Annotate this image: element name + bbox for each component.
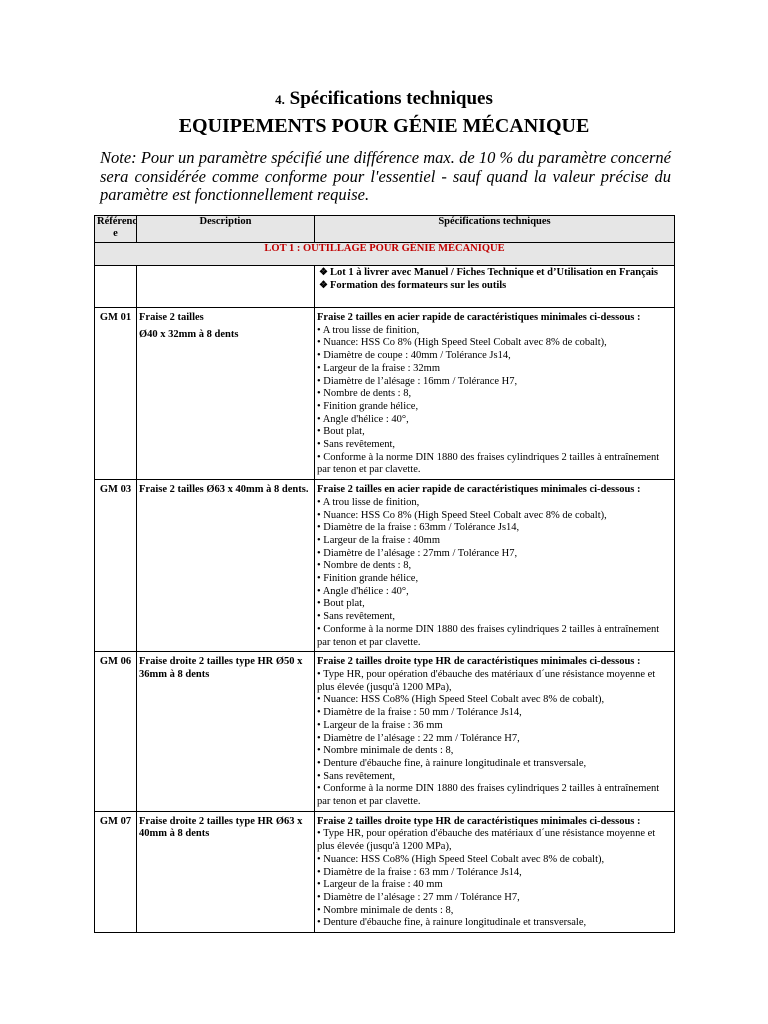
intro-line [317,267,672,280]
row-description [137,308,315,480]
spec-bullet: • Largeur de la fraise : 36 mm [317,719,443,731]
spec-bullet: • Sans revêtement, [317,439,396,451]
spec-bullet: • Angle d'hélice : 40°, [317,585,409,597]
spec-bullet: • Sans revêtement, [317,611,396,623]
spec-bullet: • A trou lisse de finition, [317,324,420,336]
spec-header: Fraise 2 tailles en acier rapide de caractéristiques minimales ci-dessous : [317,312,641,323]
spec-bullet: • Diamètre de l’alésage : 16mm / Tolérance H7, [317,375,518,387]
intro-notes [315,266,675,308]
spec-bullet: • Diamètre de l’alésage : 27 mm / Tolérance H7, [317,891,520,903]
spec-bullet: • Nombre de dents : 8, [317,560,412,572]
spec-bullet: • Finition grande hélice, [317,400,419,412]
spec-bullet: • Diamètre de l’alésage : 27mm / Tolérance H7, [317,547,518,559]
spec-bullet: • Diamètre de la fraise : 63 mm / Tolérance Js14, [317,866,522,878]
description-line-2: Ø40 x 32mm à 8 dents [139,328,239,340]
spec-bullet: • Largeur de la fraise : 32mm [317,362,441,374]
row-reference: GM 01 [95,308,137,480]
row-specifications [315,308,675,480]
spec-bullet: • Nuance: HSS Co8% (High Speed Steel Cobalt avec 8% de cobalt), [317,694,605,706]
note-paragraph: Note: Pour un paramètre spécifié une différence max. de 10 % du paramètre concerné sera considérée comme conforme pour l'essentiel - sauf quand la valeur précise du paramètre est fonctionnellement requise. [100,148,671,204]
spec-bullet: • Nombre minimale de dents : 8, [317,745,454,757]
spec-bullet: • Nuance: HSS Co 8% (High Speed Steel Cobalt avec 8% de cobalt), [317,337,607,349]
row-reference: GM 07 [95,811,137,932]
spec-bullet: • Nombre de dents : 8, [317,388,412,400]
section-number: 4. [275,92,285,107]
section-heading-text: Spécifications techniques [289,88,493,109]
spec-bullet: • Diamètre de l’alésage : 22 mm / Tolérance H7, [317,732,520,744]
spec-bullet: • Diamètre de la fraise : 63mm / Tolérance Js14, [317,522,520,534]
spec-bullet: • Type HR, pour opération d'ébauche des matériaux d´une résistance moyenne et plus élevée (jusqu'à 1200 MPa), [317,668,656,693]
spec-bullet: • Bout plat, [317,426,365,438]
table-header-row [95,216,675,243]
lot-header-row [95,243,675,266]
spec-bullet: • Conforme à la norme DIN 1880 des fraises cylindriques 2 tailles à entraînement par tenon et par clavette. [317,623,660,648]
description-line: Fraise droite 2 tailles type HR Ø50 x 36mm à 8 dents [139,656,303,680]
spec-header: Fraise 2 tailles droite type HR de caractéristiques minimales ci-dessous : [317,656,641,668]
row-description [137,480,315,652]
spec-bullet: • Nuance: HSS Co 8% (High Speed Steel Cobalt avec 8% de cobalt), [317,509,607,521]
row-specifications [315,652,675,811]
spec-bullet: • Conforme à la norme DIN 1880 des fraises cylindriques 2 tailles à entraînement par tenon et par clavette. [317,451,660,476]
table-row-gm06 [95,652,675,811]
spec-bullet: • Denture d'ébauche fine, à rainure longitudinale et transversale, [317,917,587,929]
row-specifications [315,811,675,932]
description-line: Fraise 2 tailles [139,312,204,323]
lot-intro-row [95,266,675,308]
table-row-gm07 [95,811,675,932]
spec-bullet: • Diamètre de coupe : 40mm / Tolérance Js14, [317,350,511,362]
spec-bullet: • Type HR, pour opération d'ébauche des matériaux d´une résistance moyenne et plus élevée (jusqu'à 1200 MPa), [317,828,656,853]
spec-bullet: • Bout plat, [317,598,365,610]
row-specifications [315,480,675,652]
spec-bullet: • A trou lisse de finition, [317,496,420,508]
intro-line [317,280,672,293]
spec-bullet: • Finition grande hélice, [317,573,419,585]
table-row-gm03 [95,480,675,652]
header-specifications: Spécifications techniques [315,216,675,243]
spec-bullet: • Sans revêtement, [317,770,396,782]
description-line: Fraise 2 tailles Ø63 x 40mm à 8 dents. [139,484,309,496]
spec-bullet: • Nuance: HSS Co8% (High Speed Steel Cobalt avec 8% de cobalt), [317,853,605,865]
spec-header: Fraise 2 tailles droite type HR de caractéristiques minimales ci-dessous : [317,815,641,827]
specifications-table [94,215,675,933]
intro-empty-ref [95,266,137,308]
intro-text: Formation des formateurs sur les outils [330,279,507,291]
spec-bullet: • Largeur de la fraise : 40mm [317,534,441,546]
spec-bullet: • Conforme à la norme DIN 1880 des fraises cylindriques 2 tailles à entraînement par tenon et par clavette. [317,783,660,808]
spec-bullet: • Nombre minimale de dents : 8, [317,904,454,916]
page-title: EQUIPEMENTS POUR GÉNIE MÉCANIQUE [178,115,590,137]
header-reference: Référenc e [95,216,137,243]
table-row-gm01 [95,308,675,480]
spec-bullet: • Diamètre de la fraise : 50 mm / Tolérance Js14, [317,707,522,719]
spec-header: Fraise 2 tailles en acier rapide de caractéristiques minimales ci-dessous : [317,484,641,496]
intro-text: Lot 1 à livrer avec Manuel / Fiches Technique et d’Utilisation en Français [330,267,659,278]
row-reference: GM 03 [95,480,137,652]
spec-bullet: • Denture d'ébauche fine, à rainure longitudinale et transversale, [317,757,587,769]
row-description [137,811,315,932]
intro-empty-desc [137,266,315,308]
description-line: Fraise droite 2 tailles type HR Ø63 x 40mm à 8 dents [139,815,303,840]
diamond-bullet-icon: ❖ [319,267,328,278]
row-description [137,652,315,811]
diamond-bullet-icon: ❖ [319,279,328,291]
header-description: Description [137,216,315,243]
spec-bullet: • Angle d'hélice : 40°, [317,413,409,425]
spec-bullet: • Largeur de la fraise : 40 mm [317,879,443,891]
row-reference: GM 06 [95,652,137,811]
lot-title: LOT 1 : OUTILLAGE POUR GÉNIE MÉCANIQUE [95,243,675,266]
section-heading [0,88,768,110]
